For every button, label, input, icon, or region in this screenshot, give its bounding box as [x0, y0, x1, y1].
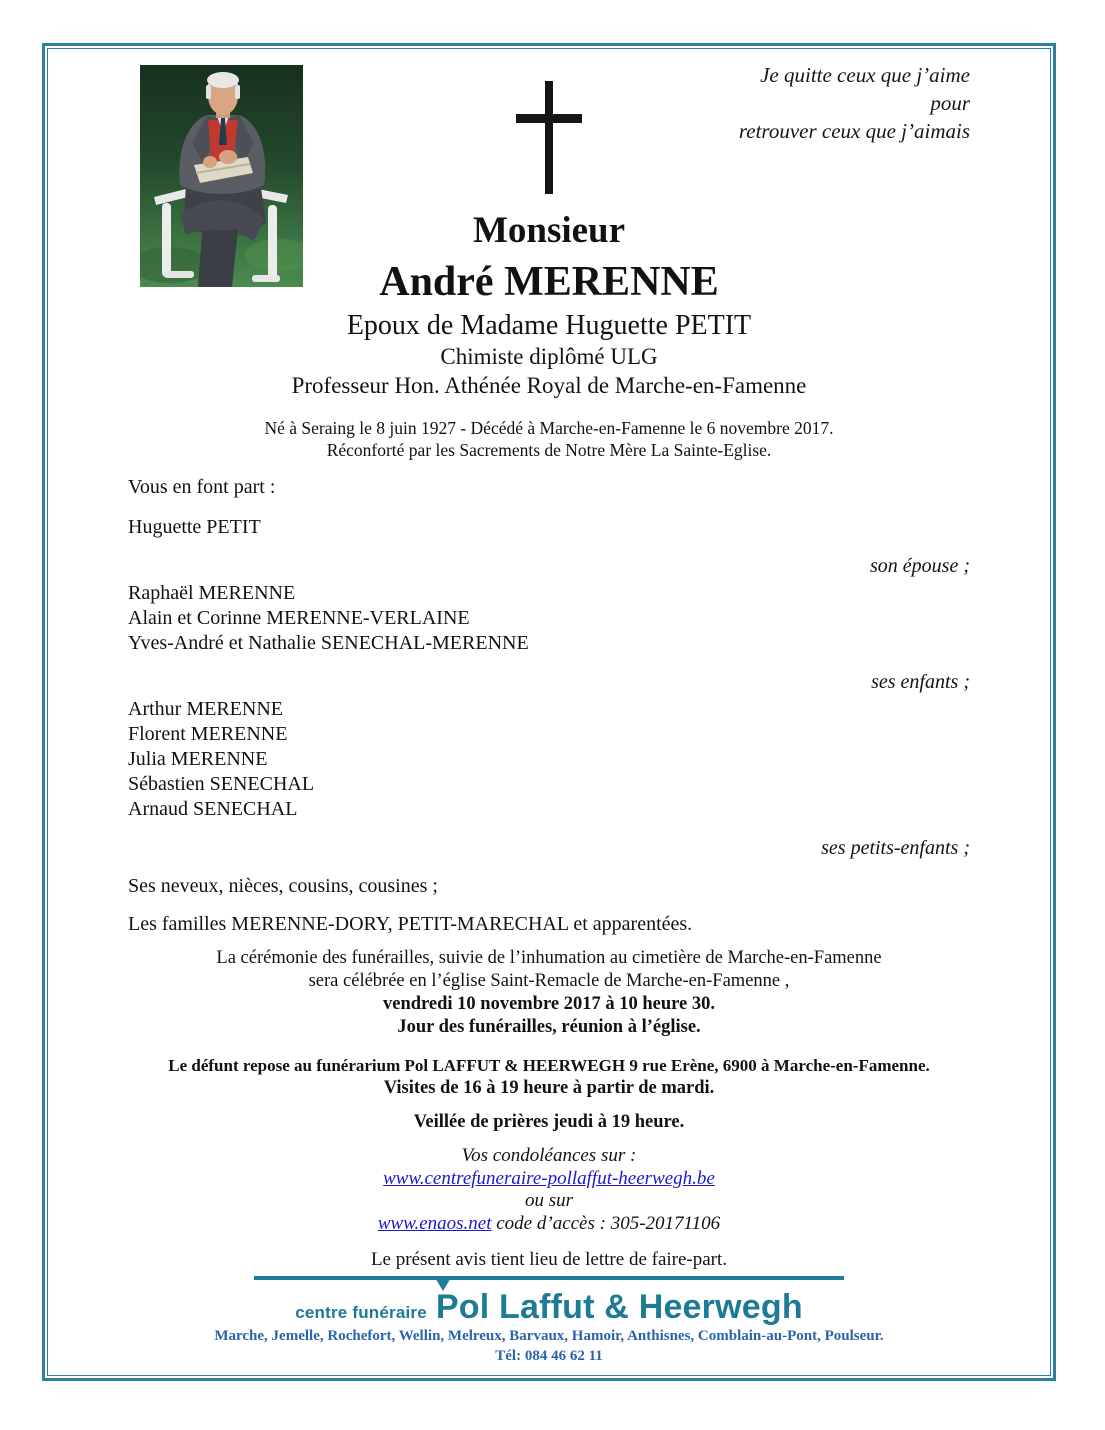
family-grandchild-name: Sébastien SENECHAL [128, 773, 315, 795]
cross-horizontal-bar [516, 114, 582, 123]
announcement-line: Vous en font part : [128, 476, 276, 498]
condolences-block [128, 1145, 970, 1235]
ceremony-line-1: La cérémonie des funérailles, suivie de l’inhumation au cimetière de Marche-en-Famenne [216, 948, 882, 968]
ceremony-meeting-line: Jour des funérailles, réunion à l’église. [397, 1017, 701, 1037]
footer-phone: Tél: 084 46 62 11 [495, 1348, 603, 1364]
family-child-name: Raphaël MERENNE [128, 582, 296, 604]
family-spouse-name: Huguette PETIT [128, 516, 261, 538]
latin-cross-icon [516, 81, 582, 194]
access-code-text: code d’accès : 305-20171106 [491, 1212, 721, 1234]
funeral-home-logo [295, 1290, 803, 1324]
degree-line: Chimiste diplômé ULG [440, 344, 658, 369]
condolences-or: ou sur [524, 1190, 574, 1211]
deceased-name: André MERENNE [379, 259, 719, 305]
portrait-photo [140, 65, 303, 287]
footer-divider [254, 1276, 844, 1280]
quote-line-2: pour [930, 91, 970, 115]
quote-line-3: retrouver ceux que j’aimais [738, 119, 970, 143]
profession-line: Professeur Hon. Athénée Royal de Marche-en-Famenne [291, 373, 807, 398]
spouse-line: Epoux de Madame Huguette PETIT [346, 310, 752, 341]
footer-locations: Marche, Jemelle, Rochefort, Wellin, Melreux, Barvaux, Hamoir, Anthisnes, Comblain-au-Pont, Poulseur. [214, 1328, 884, 1344]
cross-vertical-bar [545, 81, 553, 194]
brand-prefix-label: centre funéraire [295, 1303, 427, 1322]
memorial-quote [739, 61, 970, 145]
quote-line-1: Je quitte ceux que j’aime [760, 63, 970, 87]
vigil-line: Veillée de prières jeudi à 19 heure. [413, 1112, 685, 1132]
relatives-line: Ses neveux, nièces, cousins, cousines ; [128, 875, 438, 897]
ceremony-date-line: vendredi 10 novembre 2017 à 10 heure 30. [383, 994, 715, 1014]
condolences-link-primary[interactable]: www.centrefuneraire-pollaffut-heerwegh.be [383, 1167, 715, 1189]
funeral-home-footer [48, 1276, 1050, 1365]
repose-visits-line: Visites de 16 à 19 heure à partir de mardi. [383, 1078, 715, 1098]
family-grandchild-name: Julia MERENNE [128, 748, 268, 770]
family-child-name: Alain et Corinne MERENNE-VERLAINE [128, 607, 470, 629]
down-triangle-icon [434, 1276, 452, 1291]
relation-children: ses enfants ; [871, 671, 970, 693]
ceremony-line-2: sera célébrée en l’église Saint-Remacle de Marche-en-Famenne , [308, 971, 790, 991]
page-border-inner [47, 48, 1051, 1376]
repose-block [128, 1055, 970, 1100]
title-monsieur: Monsieur [472, 210, 626, 251]
page-border [42, 43, 1056, 1381]
family-grandchild-name: Florent MERENNE [128, 723, 288, 745]
notice-content [48, 49, 1050, 1375]
relation-grandchildren: ses petits-enfants ; [821, 837, 970, 859]
condolences-link-enaos[interactable]: www.enaos.net [377, 1212, 492, 1234]
closing-line: Le présent avis tient lieu de lettre de faire-part. [370, 1249, 728, 1270]
relation-spouse: son épouse ; [870, 555, 970, 577]
sacraments-line: Réconforté par les Sacrements de Notre Mère La Sainte-Eglise. [326, 440, 772, 460]
family-grandchild-name: Arnaud SENECHAL [128, 798, 298, 820]
repose-location-line: Le défunt repose au funérarium Pol LAFFUT & HEERWEGH 9 rue Erène, 6900 à Marche-en-Famenne. [168, 1056, 930, 1075]
family-child-name: Yves-André et Nathalie SENECHAL-MERENNE [128, 632, 529, 654]
family-grandchild-name: Arthur MERENNE [128, 698, 283, 720]
ceremony-block [128, 947, 970, 1039]
birth-death-line: Né à Seraing le 8 juin 1927 - Décédé à Marche-en-Famenne le 6 novembre 2017. [264, 418, 834, 438]
condolences-intro: Vos condoléances sur : [461, 1145, 637, 1166]
brand-name-label: Pol Laffut & Heerwegh [436, 1290, 803, 1324]
birth-death-block [128, 417, 970, 461]
families-line: Les familles MERENNE-DORY, PETIT-MARECHAL et apparentées. [128, 913, 693, 935]
